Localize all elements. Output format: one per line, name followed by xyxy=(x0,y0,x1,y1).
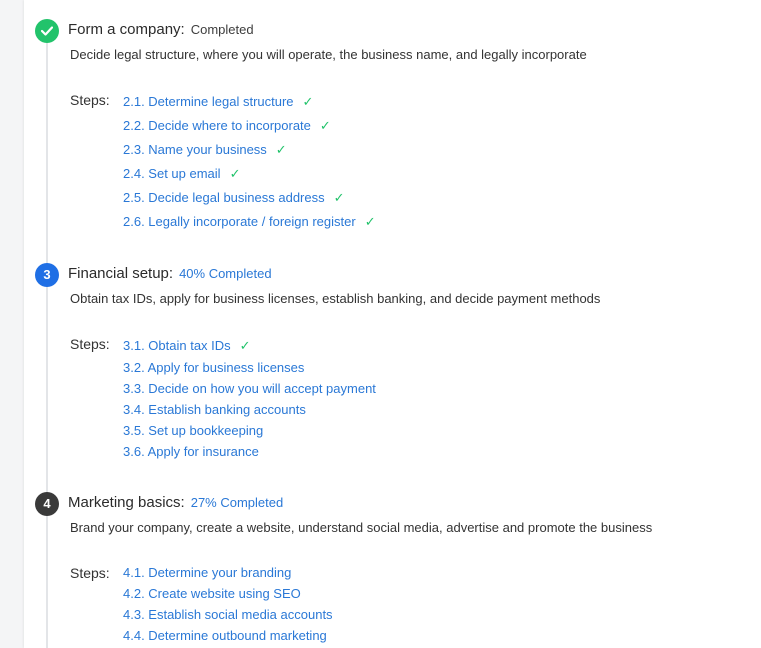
step-check-icon: ✓ xyxy=(229,166,241,181)
section-status: 40% Completed xyxy=(179,266,272,281)
section-header[interactable] xyxy=(24,19,724,43)
step-label: 3.3. Decide on how you will accept payment xyxy=(123,381,376,396)
step-link[interactable] xyxy=(123,586,301,604)
step-link[interactable] xyxy=(123,628,327,646)
step-link[interactable] xyxy=(123,338,251,356)
section-title-text: Financial setup: xyxy=(68,265,174,282)
completed-check-icon xyxy=(35,19,59,43)
step-label: 2.5. Decide legal business address xyxy=(123,190,325,205)
section-title-text: Form a company: xyxy=(68,21,185,38)
step-link[interactable] xyxy=(123,166,240,184)
step-label: 3.5. Set up bookkeeping xyxy=(123,423,264,438)
section-status: Completed xyxy=(190,22,254,37)
step-check-icon: ✓ xyxy=(239,338,251,353)
step-link[interactable] xyxy=(123,190,345,208)
step-link[interactable] xyxy=(123,142,287,160)
section-description: Obtain tax IDs, apply for business licenses, establish banking, and decide payment methods xyxy=(70,291,601,306)
step-link[interactable] xyxy=(123,118,331,136)
step-number-badge: 4 xyxy=(35,492,59,516)
step-label: 4.1. Determine your branding xyxy=(123,565,292,580)
step-check-icon: ✓ xyxy=(333,190,345,205)
step-label: 4.3. Establish social media accounts xyxy=(123,607,333,622)
step-check-icon: ✓ xyxy=(275,142,287,157)
step-label: 2.2. Decide where to incorporate xyxy=(123,118,311,133)
step-link[interactable] xyxy=(123,565,291,583)
progress-panel xyxy=(24,0,761,648)
step-number-badge: 3 xyxy=(35,263,59,287)
section-title-text: Marketing basics: xyxy=(68,494,185,511)
timeline-rail xyxy=(46,32,48,648)
section-title xyxy=(68,21,254,38)
step-label: 2.6. Legally incorporate / foreign register xyxy=(123,214,356,229)
step-link[interactable] xyxy=(123,444,259,462)
step-link[interactable] xyxy=(123,607,333,625)
step-label: 2.4. Set up email xyxy=(123,166,221,181)
section-title xyxy=(68,265,272,282)
step-link[interactable] xyxy=(123,423,263,441)
step-label: 3.2. Apply for business licenses xyxy=(123,360,305,375)
step-label: 2.1. Determine legal structure xyxy=(123,94,294,109)
step-label: 4.4. Determine outbound marketing xyxy=(123,628,327,643)
step-link[interactable] xyxy=(123,94,313,112)
section-header[interactable] xyxy=(24,263,724,287)
step-link[interactable] xyxy=(123,360,304,378)
step-link[interactable] xyxy=(123,214,376,232)
section-header[interactable] xyxy=(24,492,724,516)
step-link[interactable] xyxy=(123,381,376,399)
steps-label: Steps: xyxy=(70,336,110,352)
section-title xyxy=(68,494,283,511)
step-link[interactable] xyxy=(123,402,306,420)
section-description: Brand your company, create a website, understand social media, advertise and promote the business xyxy=(70,520,653,535)
step-label: 3.4. Establish banking accounts xyxy=(123,402,306,417)
step-label: 3.6. Apply for insurance xyxy=(123,444,259,459)
step-label: 3.1. Obtain tax IDs xyxy=(123,338,231,353)
step-check-icon: ✓ xyxy=(364,214,376,229)
step-check-icon: ✓ xyxy=(319,118,331,133)
steps-label: Steps: xyxy=(70,92,110,108)
section-description: Decide legal structure, where you will operate, the business name, and legally incorporate xyxy=(70,47,587,62)
step-label: 2.3. Name your business xyxy=(123,142,267,157)
step-label: 4.2. Create website using SEO xyxy=(123,586,301,601)
section-status: 27% Completed xyxy=(190,495,284,510)
step-check-icon: ✓ xyxy=(302,94,314,109)
steps-label: Steps: xyxy=(70,565,110,581)
